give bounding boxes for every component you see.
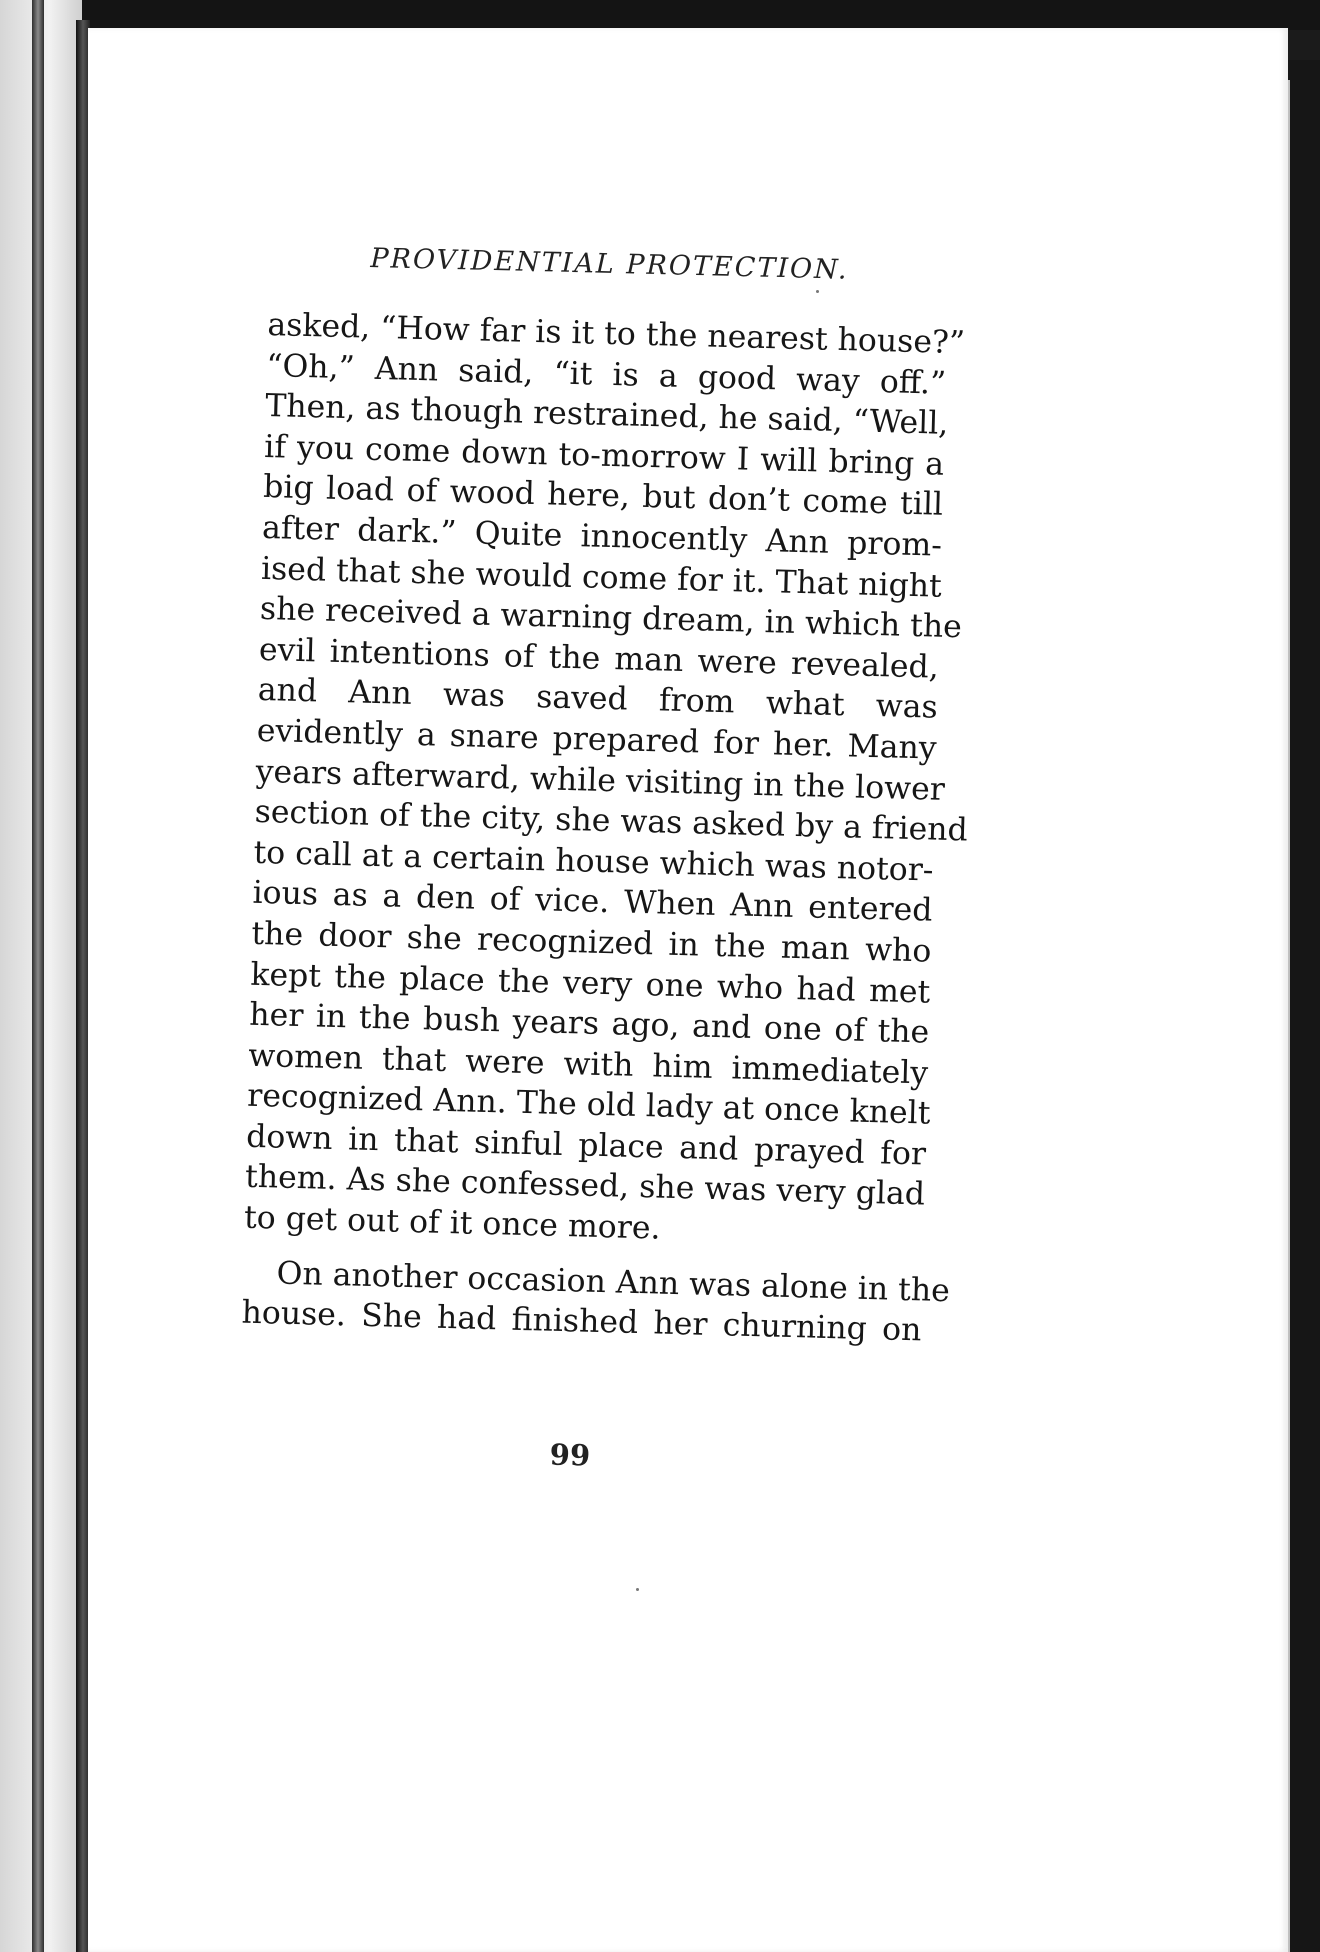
text-line: to get out of it once more. (243, 1199, 661, 1247)
text-line: ised that she would come for it. That night (260, 550, 943, 605)
body-text (241, 305, 969, 1351)
text-line: evidently a snare prepared for her. Many (256, 712, 938, 767)
text-line: them. As she confessed, she was very glad (244, 1159, 926, 1213)
text-line: ious as a den of vice. When Ann entered (252, 875, 933, 929)
text-line: to call at a certain house which was notor- (253, 834, 934, 889)
text-line: house. She had finished her churning on (241, 1294, 922, 1349)
text-line: evil intentions of the man were revealed, (258, 631, 940, 686)
text-line: On another occasion Ann was alone in the (276, 1255, 951, 1309)
text-line: “Oh,” Ann said, “it is a good way off.” (265, 347, 947, 402)
text-line: after dark.” Quite innocently Ann prom- (261, 509, 943, 564)
text-line: the door she recognized in the man who (251, 915, 932, 970)
scan-top-border (82, 0, 1320, 30)
text-line: her in the bush years ago, and one of the (248, 996, 930, 1051)
book-gutter-shadow (32, 0, 44, 1952)
page-number: 99 (549, 1437, 591, 1473)
text-line: years afterward, while visiting in the lower (255, 753, 946, 808)
text-line: she received a warning dream, in which the (259, 591, 963, 646)
running-head: PROVIDENTIAL PROTECTION. (370, 242, 849, 286)
text-line: down in that sinful place and prayed for (245, 1118, 927, 1173)
text-line: if you come down to-morrow I will bring a (263, 428, 945, 483)
text-line: recognized Ann. The old lady at once knelt (246, 1078, 931, 1132)
text-line: asked, “How far is it to the nearest house?” (267, 306, 966, 362)
text-line: Then, as though restrained, he said, “Well, (264, 388, 949, 443)
paper-speck (816, 290, 819, 293)
paper-speck (636, 1588, 639, 1591)
text-line: section of the city, she was asked by a friend (254, 793, 969, 849)
text-line: kept the place the very one who had met (250, 956, 931, 1011)
text-line: big load of wood here, but don’t come till (262, 469, 944, 524)
text-line: and Ann was saved from what was (257, 672, 939, 727)
text-line: women that were with him immediately (247, 1037, 929, 1092)
